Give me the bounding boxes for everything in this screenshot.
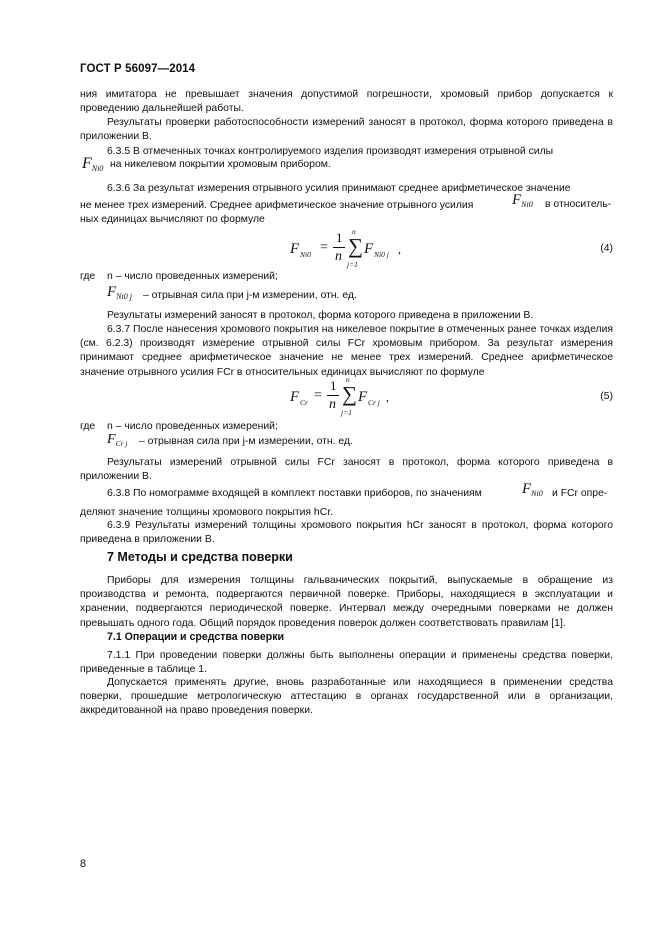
paragraph-results-cr: Результаты измерений отрывной силы FCr заносят в протокол, форма которого приведена в приложении В. (80, 457, 613, 483)
paragraph-6-3-5-line2: на никелевом покрытии хромовым прибором. (110, 159, 331, 170)
paragraph-6-3-7: 6.3.7 После нанесения хромового покрытия на никелевое покрытие в отмеченных ранее точках изделия (см. 6.2.3) производят измерение отрывной силы FCr хромовым прибором. За результат измерения принимают среднее арифметическое значение не менее трех измерений. Среднее арифметическое значение отрывного усилия FCr в относительных единицах вычисляют по формуле (80, 324, 613, 378)
fraction-bar (333, 247, 345, 248)
equation-number-5: (5) (600, 391, 613, 402)
formula-symbol-f: F (107, 432, 116, 447)
paragraph-6-3-8-line2: деляют значение толщины хромового покрытия hCr. (80, 507, 333, 518)
formula-f-ni0j-inline (107, 284, 132, 301)
paragraph-section-7-intro: Приборы для измерения толщины гальванических покрытий, выпускаемые в обращение из производства и ремонта, подвергаются первичной поверке. Приборы, находящиеся в эксплуатации и хранении, подвергаются периодической поверке. Интервал между очередными поверками не должен превышать одного года. Общий порядок проведения поверок должен соответствовать правилам [1]. (80, 575, 613, 629)
section-7-1-heading: 7.1 Операции и средства поверки (107, 631, 285, 643)
formula-f-ni0-inline-3 (522, 481, 543, 498)
paragraph-results-protocol: Результаты измерений заносят в протокол, форма которого приведена в приложении В. (107, 310, 534, 321)
paragraph-6-3-6-line3: ных единицах вычисляют по формуле (80, 214, 265, 225)
section-7-heading: 7 Методы и средства поверки (107, 550, 293, 564)
formula-4 (290, 227, 420, 272)
formula-subscript: Ni0 (91, 164, 104, 173)
formula-sum-upper: n (352, 227, 356, 236)
formula-f-ni0-inline (82, 155, 103, 173)
formula-symbol-f: F (358, 389, 368, 405)
formula-symbol-f: F (82, 155, 92, 172)
formula-sum-lower: j=1 (341, 408, 352, 417)
equation-number-4: (4) (600, 243, 613, 254)
formula-subscript: Ni0 (531, 489, 543, 498)
paragraph-6-3-8-line1: 6.3.8 По номограмме входящей в комплект поставки приборов, по значениям (107, 488, 482, 499)
formula-equals: = (314, 388, 322, 403)
formula-5 (290, 375, 420, 420)
paragraph-6-3-6-line2: не менее трех измерений. Среднее арифметическое значение отрывного усилия (80, 200, 474, 211)
formula-subscript: Ni0 j (374, 250, 389, 259)
paragraph-continuation: ния имитатора не превышает значения допустимой погрешности, хромовый прибор допускается к проведению дальнейшей работы. (80, 89, 613, 115)
formula-subscript: Ni0 (521, 200, 533, 209)
formula-subscript: Cr j (115, 439, 128, 448)
formula-trailing-comma: , (398, 242, 401, 256)
formula-sum-lower: j=1 (347, 260, 358, 269)
formula-numerator: 1 (336, 230, 343, 245)
where-n-definition-2: n – число проведенных измерений; (107, 421, 278, 432)
formula-symbol-f: F (290, 241, 300, 257)
where-label-2: где (80, 421, 96, 432)
formula-symbol-f: F (512, 192, 522, 208)
where-n-definition: n – число проведенных измерений; (107, 271, 278, 282)
formula-f-ni0-inline-2 (512, 192, 533, 209)
formula-symbol-f: F (290, 389, 300, 405)
formula-denominator: n (335, 249, 342, 264)
paragraph-allowed-means: Допускается применять другие, вновь разработанные или находящиеся в применении средства поверки, прошедшие метрологическую аттестацию в органах государственной или в организации, аккредитованной на право проведения поверки. (80, 677, 613, 717)
paragraph-6-3-5-line1: 6.3.5 В отмеченных точках контролируемого изделия производят измерения отрывной силы (107, 146, 554, 157)
formula-equals: = (320, 240, 328, 255)
formula-symbol-f: F (107, 284, 117, 300)
formula-subscript: Cr j (368, 398, 380, 407)
where-f-definition-2: – отрывная сила при j-м измерении, отн. ед. (139, 436, 353, 447)
document-header: ГОСТ Р 56097—2014 (80, 63, 196, 75)
formula-sum-sign: ∑ (348, 234, 363, 258)
formula-trailing-comma: , (386, 390, 389, 404)
fraction-bar (327, 395, 339, 396)
paragraph-results-check: Результаты проверки работоспособности измерений заносят в протокол, форма которого приведена в приложении В. (80, 117, 613, 143)
formula-subscript: Ni0 (300, 250, 311, 259)
paragraph-6-3-6-line1: 6.3.6 За результат измерения отрывного усилия принимают среднее арифметическое значение (107, 183, 571, 194)
where-f-definition: – отрывная сила при j-м измерении, отн. ед. (143, 290, 357, 301)
page-number: 8 (80, 858, 87, 870)
formula-symbol-f: F (522, 481, 532, 497)
formula-subscript: Cr (300, 398, 308, 407)
paragraph-6-3-8-line1-end: и FCr опре- (552, 488, 608, 499)
formula-subscript: Ni0 j (116, 292, 132, 301)
formula-sum-upper: n (346, 375, 350, 384)
paragraph-6-3-9: 6.3.9 Результаты измерений толщины хромового покрытия hCr заносят в протокол, форма которого приведена в приложении В. (80, 520, 613, 546)
paragraph-6-3-6-line2-end: в относитель- (545, 199, 612, 210)
formula-denominator: n (329, 397, 336, 412)
formula-f-crj-inline (107, 432, 127, 448)
formula-sum-sign: ∑ (342, 382, 357, 406)
where-label: где (80, 271, 96, 282)
paragraph-7-1-1: 7.1.1 При проведении поверки должны быть выполнены операции и применены средства поверки, приведенные в таблице 1. (80, 650, 613, 676)
formula-numerator: 1 (330, 378, 337, 393)
formula-symbol-f: F (364, 241, 374, 257)
